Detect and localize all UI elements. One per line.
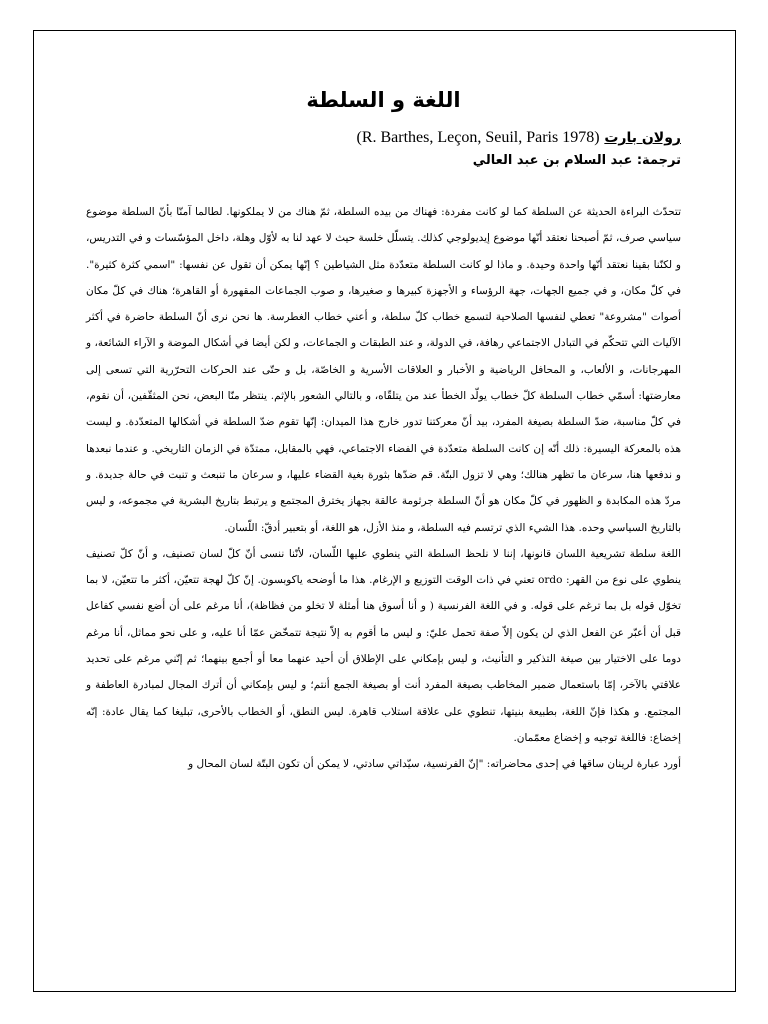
translator-credit: ترجمة: عبد السلام بن عبد العالي — [472, 153, 681, 168]
paragraph: تتحدّث البراءة الحديثة عن السلطة كما لو كانت مفردة: فهناك من بيده السلطة، ثمّ هناك من لا يملكونها. لطالما آمنّا بأنّ السلطة موضوع سياسي صرف، ثمّ أصبحنا نعتقد أنّها موضوع إيديولوجي كذلك. يتسلّل خلسة حيث لا عهد لنا به لأوّل وهلة، داخل المؤسّسات و في التدريس، و لكنّنا بقينا نعتقد أنّها واحدة وحيدة. و ماذا لو كانت السلطة متعدّدة مثل الشياطين ؟ إنّها يمكن أن تقول عن نفسها: "اسمي كثرة كثيرة". في كلّ مكان، و في جميع الجهات، جهة الرؤساء و الأجهزة كبيرها و صغيرها، و صوب الجماعات المقهورة أو القاهرة؛ هناك في كلّ مكان أصوات "مشروعة" تعطي لنفسها الصلاحية لتسمع خطاب كلّ سلطة، و أعني خطاب الغطرسة. ها نحن نرى أنّ السلطة حاضرة في أكثر الآليات التي تتحكّم في التبادل الاجتماعي رهافة، في الدولة، و عند الطبقات و الجماعات، و لكن أيضا في أشكال الموضة و الآراء الشائعة، و المهرجانات، و الألعاب، و المحافل الرياضية و الأخبار و العلاقات الأسرية و الخاصّة، بل و حتّى عند الحركات التحرّرية التي تسعى إلى معارضتها: أسمّي خطاب السلطة كلّ خطاب يولّد الخطأ عند من يتلقّاه، و بالتالي الشعور بالإثم. ينتظر منّا البعض، نحن المثقّفين، أن نقوم، في كلّ مناسبة، ضدّ السلطة بصيغة المفرد، بيد أنّ معركتنا تدور خارج هذا الميدان: إنّها تقوم ضدّ السلطة في أشكالها المتعدّدة. و ليست هذه بالمعركة اليسيرة: ذلك أنّه إن كانت السلطة متعدّدة في الفضاء الاجتماعي، فهي بالمقابل، ممتدّة في الزمان التاريخي. و عندما نبعدها و ندفعها هنا، سرعان ما تظهر هنالك؛ وهي لا تزول البتّة. قم ضدّها بثورة بغية القضاء عليها، و سرعان ما تنبعث و تنبت في حالة جديدة. و مردّ هذه المكابدة و الظهور في كلّ مكان هو أنّ السلطة جرثومة عالقة بجهاز يخترق المجتمع و يرتبط بتاريخ البشرية في مجموعه، و ليس بالتاريخ السياسي وحده. هذا الشيء الذي ترتسم فيه السلطة، و منذ الأزل، هو اللغة، أو بتعبير أدقّ: اللّسان. — [86, 206, 681, 534]
author-line — [86, 126, 681, 149]
source-citation: (R. Barthes, Leçon, Seuil, Paris 1978) — [356, 129, 600, 146]
document-content — [86, 88, 681, 778]
body-text — [86, 199, 681, 778]
author-name: رولان بارت — [604, 130, 681, 146]
paragraph: أورد عبارة لرينان ساقها في إحدى محاضراته: "إنّ الفرنسية، سيّداتي سادتي، لا يمكن أن تكون البتّة لسان المحال و — [188, 758, 681, 771]
paragraph: اللغة سلطة تشريعية اللسان قانونها، إننا لا نلحظ السلطة التي ينطوي عليها اللّسان، لأنّنا ننسى أنّ كلّ لسان تصنيف، و أنّ كلّ تصنيف ينطوي على نوع من القهر: ordo تعني في ذات الوقت التوزيع و الإرغام. هذا ما أوضحه ياكوبسون. إنّ كلّ لهجة تتعيّن، أكثر ما تتعيّن، لا بما تخوّل قوله بل بما ترغم على قوله. و في اللغة الفرنسية ( و أنا أسوق هنا أمثلة لا تخلو من فظاظة)، أنا مرغم على أن أضع نفسي كفاعل قبل أن أعبّر عن الفعل الذي لن يكون إلاّ صفة تحمل عليّ: و ليس ما أقوم به إلاّ نتيجة تتمخّض عمّا أنا عليه، و على نحو مماثل، أنا مرغم دوما على الاختيار بين صيغة التذكير و التأنيث، و ليس بإمكاني على الإطلاق أن أحيد عنهما معا أو أجمع بينهما؛ ثم إنّني مرغم على تحديد علاقتي بالآخر، إمّا باستعمال ضمير المخاطب بصيغة المفرد أنت أو بصيغة الجمع أنتم؛ و ليس بإمكاني أن أترك المجال لمبادرة العاطفة و المجتمع. و هكذا فإنّ اللغة، بطبيعة بنيتها، تنطوي على علاقة استلاب قاهرة. ليس النطق، أو الخطاب بالأحرى، تبليغا كما يقال عادة: إنّه إخضاع: فاللغة توجيه و إخضاع معمّمان. — [86, 547, 681, 744]
document-title: اللغة و السلطة — [306, 88, 461, 112]
